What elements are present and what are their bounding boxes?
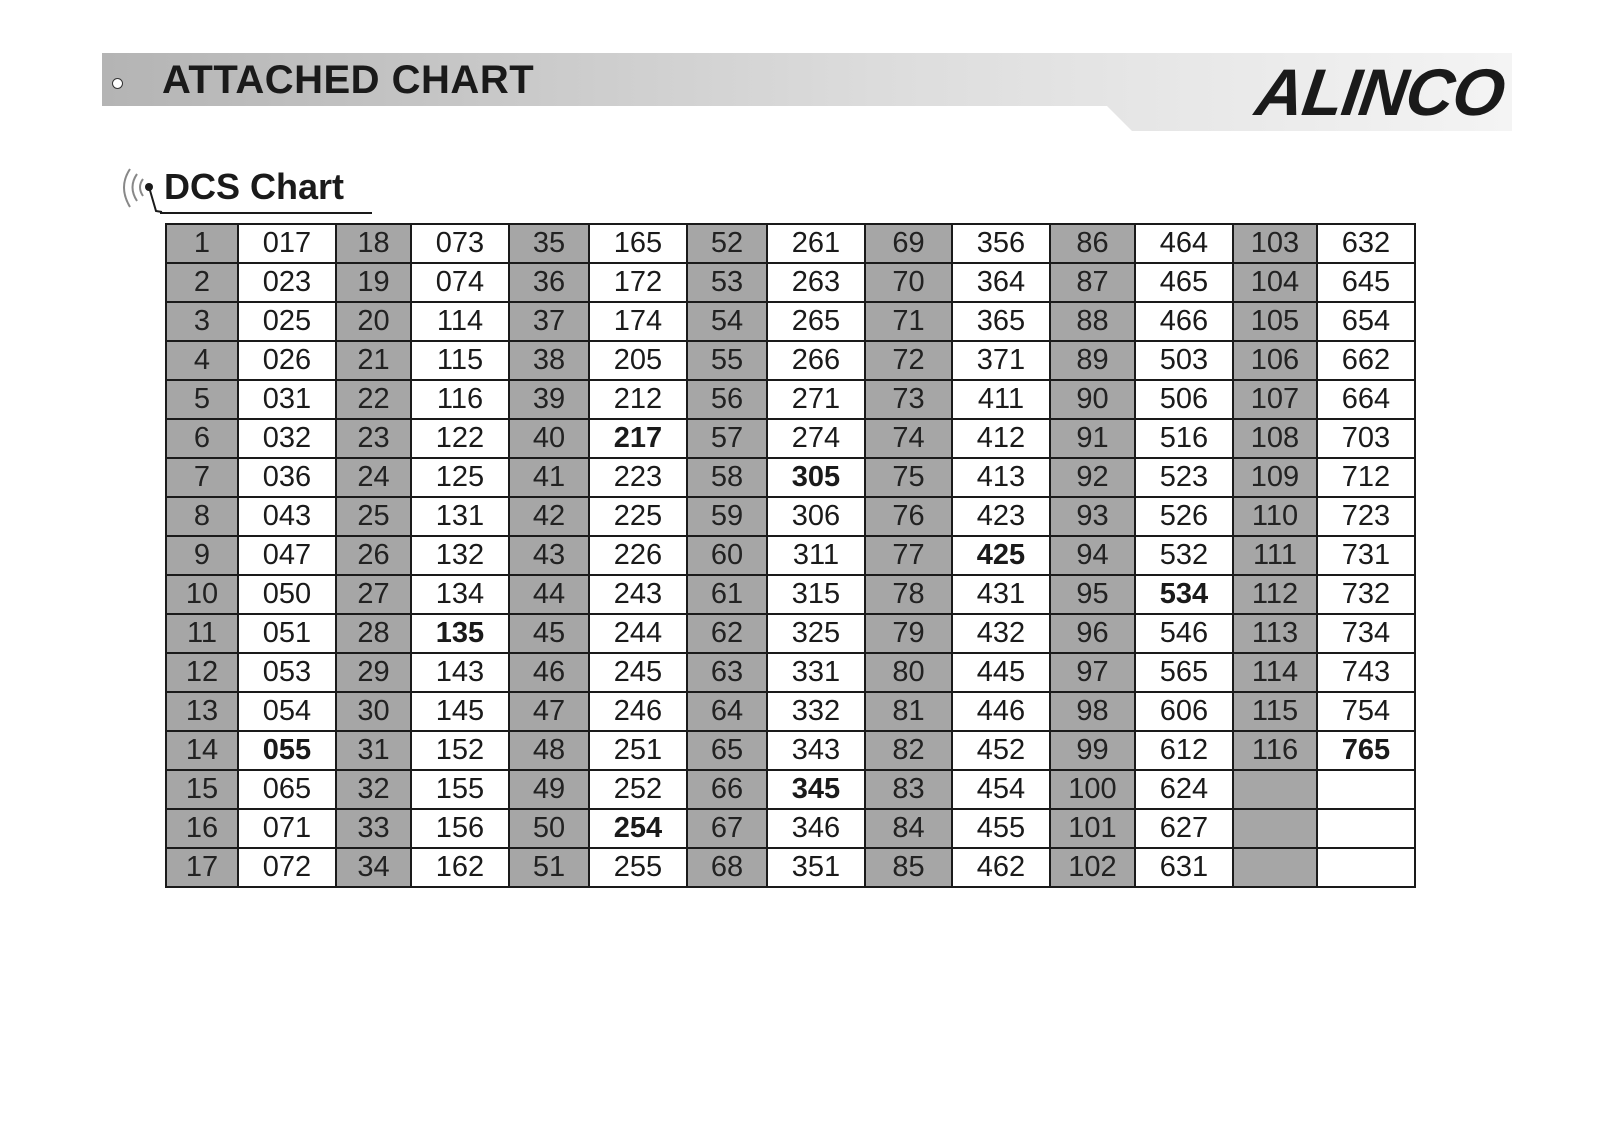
dcs-code-cell: 047 — [238, 536, 336, 575]
dcs-index-cell: 65 — [687, 731, 767, 770]
dcs-code-cell: 446 — [952, 692, 1050, 731]
dcs-code-cell: 765 — [1317, 731, 1415, 770]
dcs-index-cell: 82 — [865, 731, 952, 770]
dcs-index-cell: 92 — [1050, 458, 1135, 497]
dcs-code-cell: 612 — [1135, 731, 1233, 770]
dcs-index-cell: 11 — [166, 614, 238, 653]
dcs-index-cell: 96 — [1050, 614, 1135, 653]
table-row — [166, 848, 1415, 887]
dcs-table — [165, 223, 1416, 888]
dcs-code-cell: 254 — [589, 809, 687, 848]
dcs-index-cell: 111 — [1233, 536, 1317, 575]
dcs-code-cell: 546 — [1135, 614, 1233, 653]
dcs-code-cell: 465 — [1135, 263, 1233, 302]
dcs-code-cell: 331 — [767, 653, 865, 692]
dcs-code-cell: 624 — [1135, 770, 1233, 809]
dcs-index-cell: 20 — [336, 302, 411, 341]
dcs-code-cell: 455 — [952, 809, 1050, 848]
dcs-code-cell: 243 — [589, 575, 687, 614]
dcs-index-cell: 73 — [865, 380, 952, 419]
dcs-code-cell: 274 — [767, 419, 865, 458]
dcs-index-cell: 86 — [1050, 224, 1135, 263]
dcs-code-cell: 116 — [411, 380, 509, 419]
dcs-index-cell: 40 — [509, 419, 589, 458]
dcs-code-cell: 412 — [952, 419, 1050, 458]
dcs-index-cell: 55 — [687, 341, 767, 380]
table-row — [166, 692, 1415, 731]
dcs-index-cell: 79 — [865, 614, 952, 653]
dcs-index-cell: 47 — [509, 692, 589, 731]
dcs-code-cell: 306 — [767, 497, 865, 536]
dcs-code-cell: 145 — [411, 692, 509, 731]
dcs-index-cell: 90 — [1050, 380, 1135, 419]
dcs-index-cell: 19 — [336, 263, 411, 302]
dcs-index-cell: 70 — [865, 263, 952, 302]
dcs-code-cell — [1317, 770, 1415, 809]
dcs-code-cell: 026 — [238, 341, 336, 380]
dcs-index-cell: 35 — [509, 224, 589, 263]
dcs-code-cell: 413 — [952, 458, 1050, 497]
dcs-code-cell: 325 — [767, 614, 865, 653]
dcs-index-cell: 83 — [865, 770, 952, 809]
dcs-index-cell: 94 — [1050, 536, 1135, 575]
dcs-code-cell: 712 — [1317, 458, 1415, 497]
dcs-code-cell: 251 — [589, 731, 687, 770]
dcs-code-cell: 425 — [952, 536, 1050, 575]
dcs-code-cell: 135 — [411, 614, 509, 653]
dcs-code-cell: 346 — [767, 809, 865, 848]
dcs-code-cell: 445 — [952, 653, 1050, 692]
dcs-code-cell: 503 — [1135, 341, 1233, 380]
dcs-code-cell: 246 — [589, 692, 687, 731]
dcs-code-cell: 265 — [767, 302, 865, 341]
dcs-code-cell: 464 — [1135, 224, 1233, 263]
dcs-index-cell — [1233, 848, 1317, 887]
dcs-index-cell: 71 — [865, 302, 952, 341]
dcs-index-cell: 54 — [687, 302, 767, 341]
dcs-code-cell: 023 — [238, 263, 336, 302]
dcs-index-cell: 116 — [1233, 731, 1317, 770]
dcs-index-cell: 75 — [865, 458, 952, 497]
dcs-index-cell: 63 — [687, 653, 767, 692]
dcs-code-cell: 506 — [1135, 380, 1233, 419]
dcs-index-cell: 84 — [865, 809, 952, 848]
table-row — [166, 341, 1415, 380]
dcs-index-cell: 56 — [687, 380, 767, 419]
dcs-code-cell: 345 — [767, 770, 865, 809]
dcs-code-cell: 225 — [589, 497, 687, 536]
dcs-index-cell: 76 — [865, 497, 952, 536]
dcs-code-cell: 356 — [952, 224, 1050, 263]
dcs-code-cell: 261 — [767, 224, 865, 263]
table-row — [166, 380, 1415, 419]
table-row — [166, 263, 1415, 302]
dcs-code-cell: 174 — [589, 302, 687, 341]
dcs-index-cell: 100 — [1050, 770, 1135, 809]
dcs-code-cell: 071 — [238, 809, 336, 848]
dcs-index-cell: 69 — [865, 224, 952, 263]
dcs-index-cell: 29 — [336, 653, 411, 692]
dcs-code-cell: 245 — [589, 653, 687, 692]
dcs-index-cell: 22 — [336, 380, 411, 419]
dcs-code-cell — [1317, 848, 1415, 887]
dcs-index-cell: 26 — [336, 536, 411, 575]
dcs-code-cell: 311 — [767, 536, 865, 575]
dcs-code-cell: 132 — [411, 536, 509, 575]
dcs-index-cell: 88 — [1050, 302, 1135, 341]
radio-wave-icon — [116, 165, 164, 220]
dcs-code-cell: 523 — [1135, 458, 1233, 497]
table-row — [166, 809, 1415, 848]
dcs-code-cell: 431 — [952, 575, 1050, 614]
dcs-index-cell: 39 — [509, 380, 589, 419]
dcs-code-cell: 565 — [1135, 653, 1233, 692]
dcs-code-cell: 244 — [589, 614, 687, 653]
dcs-index-cell — [1233, 770, 1317, 809]
dcs-code-cell: 114 — [411, 302, 509, 341]
dcs-code-cell: 454 — [952, 770, 1050, 809]
dcs-index-cell: 109 — [1233, 458, 1317, 497]
table-row — [166, 653, 1415, 692]
dcs-index-cell: 43 — [509, 536, 589, 575]
dcs-index-cell: 81 — [865, 692, 952, 731]
dcs-code-cell: 315 — [767, 575, 865, 614]
dcs-index-cell: 24 — [336, 458, 411, 497]
dcs-index-cell: 112 — [1233, 575, 1317, 614]
dcs-code-cell: 165 — [589, 224, 687, 263]
dcs-index-cell: 21 — [336, 341, 411, 380]
dcs-index-cell: 7 — [166, 458, 238, 497]
dcs-code-cell: 073 — [411, 224, 509, 263]
dcs-code-cell: 162 — [411, 848, 509, 887]
dcs-code-cell: 732 — [1317, 575, 1415, 614]
dcs-code-cell: 172 — [589, 263, 687, 302]
dcs-code-cell: 054 — [238, 692, 336, 731]
dcs-index-cell: 13 — [166, 692, 238, 731]
dcs-code-cell: 305 — [767, 458, 865, 497]
dcs-index-cell: 17 — [166, 848, 238, 887]
dcs-index-cell: 52 — [687, 224, 767, 263]
dcs-index-cell: 62 — [687, 614, 767, 653]
dcs-index-cell: 59 — [687, 497, 767, 536]
dcs-index-cell: 107 — [1233, 380, 1317, 419]
dcs-code-cell: 143 — [411, 653, 509, 692]
dcs-index-cell: 57 — [687, 419, 767, 458]
dcs-index-cell: 31 — [336, 731, 411, 770]
table-row — [166, 224, 1415, 263]
dcs-code-cell: 036 — [238, 458, 336, 497]
dcs-code-cell: 645 — [1317, 263, 1415, 302]
dcs-index-cell: 36 — [509, 263, 589, 302]
dcs-index-cell: 23 — [336, 419, 411, 458]
dcs-index-cell: 6 — [166, 419, 238, 458]
dcs-index-cell: 98 — [1050, 692, 1135, 731]
dcs-code-cell: 043 — [238, 497, 336, 536]
dcs-index-cell: 74 — [865, 419, 952, 458]
dcs-code-cell: 654 — [1317, 302, 1415, 341]
dcs-index-cell: 49 — [509, 770, 589, 809]
dcs-index-cell: 12 — [166, 653, 238, 692]
dcs-code-cell: 122 — [411, 419, 509, 458]
dcs-index-cell: 34 — [336, 848, 411, 887]
dcs-code-cell: 516 — [1135, 419, 1233, 458]
dcs-code-cell: 065 — [238, 770, 336, 809]
dcs-index-cell: 45 — [509, 614, 589, 653]
dcs-code-cell: 351 — [767, 848, 865, 887]
dcs-code-cell: 152 — [411, 731, 509, 770]
dcs-index-cell: 85 — [865, 848, 952, 887]
dcs-index-cell: 53 — [687, 263, 767, 302]
dcs-code-cell: 723 — [1317, 497, 1415, 536]
dcs-index-cell: 10 — [166, 575, 238, 614]
dcs-code-cell: 053 — [238, 653, 336, 692]
dcs-code-cell: 055 — [238, 731, 336, 770]
dcs-code-cell: 466 — [1135, 302, 1233, 341]
dcs-code-cell: 025 — [238, 302, 336, 341]
dcs-code-cell: 364 — [952, 263, 1050, 302]
dcs-index-cell: 16 — [166, 809, 238, 848]
dcs-code-cell: 051 — [238, 614, 336, 653]
dcs-code-cell: 734 — [1317, 614, 1415, 653]
table-row — [166, 575, 1415, 614]
dcs-code-cell: 134 — [411, 575, 509, 614]
dcs-index-cell: 102 — [1050, 848, 1135, 887]
dcs-index-cell: 37 — [509, 302, 589, 341]
dcs-code-cell: 432 — [952, 614, 1050, 653]
dcs-index-cell: 61 — [687, 575, 767, 614]
dcs-index-cell: 68 — [687, 848, 767, 887]
header-bullet — [112, 78, 123, 89]
dcs-index-cell: 14 — [166, 731, 238, 770]
dcs-index-cell: 93 — [1050, 497, 1135, 536]
dcs-index-cell: 38 — [509, 341, 589, 380]
dcs-code-cell: 534 — [1135, 575, 1233, 614]
dcs-code-cell: 031 — [238, 380, 336, 419]
section-underline — [160, 212, 372, 214]
dcs-index-cell: 18 — [336, 224, 411, 263]
dcs-index-cell: 89 — [1050, 341, 1135, 380]
dcs-index-cell: 67 — [687, 809, 767, 848]
table-row — [166, 458, 1415, 497]
dcs-code-cell: 217 — [589, 419, 687, 458]
dcs-code-cell: 343 — [767, 731, 865, 770]
dcs-code-cell: 452 — [952, 731, 1050, 770]
dcs-index-cell: 1 — [166, 224, 238, 263]
dcs-code-cell: 606 — [1135, 692, 1233, 731]
dcs-index-cell: 106 — [1233, 341, 1317, 380]
dcs-code-cell: 332 — [767, 692, 865, 731]
dcs-code-cell: 212 — [589, 380, 687, 419]
dcs-index-cell: 78 — [865, 575, 952, 614]
dcs-index-cell: 95 — [1050, 575, 1135, 614]
dcs-index-cell: 27 — [336, 575, 411, 614]
dcs-code-cell: 664 — [1317, 380, 1415, 419]
dcs-index-cell: 110 — [1233, 497, 1317, 536]
dcs-index-cell — [1233, 809, 1317, 848]
table-row — [166, 731, 1415, 770]
dcs-code-cell: 627 — [1135, 809, 1233, 848]
dcs-index-cell: 114 — [1233, 653, 1317, 692]
dcs-index-cell: 58 — [687, 458, 767, 497]
dcs-index-cell: 41 — [509, 458, 589, 497]
dcs-index-cell: 87 — [1050, 263, 1135, 302]
dcs-code-cell: 743 — [1317, 653, 1415, 692]
dcs-index-cell: 25 — [336, 497, 411, 536]
dcs-code-cell: 631 — [1135, 848, 1233, 887]
dcs-index-cell: 91 — [1050, 419, 1135, 458]
dcs-index-cell: 4 — [166, 341, 238, 380]
dcs-index-cell: 66 — [687, 770, 767, 809]
dcs-index-cell: 44 — [509, 575, 589, 614]
dcs-code-cell: 662 — [1317, 341, 1415, 380]
table-row — [166, 302, 1415, 341]
dcs-code-cell: 255 — [589, 848, 687, 887]
dcs-code-cell: 074 — [411, 263, 509, 302]
dcs-code-cell: 411 — [952, 380, 1050, 419]
dcs-index-cell: 51 — [509, 848, 589, 887]
dcs-code-cell: 050 — [238, 575, 336, 614]
dcs-index-cell: 32 — [336, 770, 411, 809]
dcs-code-cell: 266 — [767, 341, 865, 380]
dcs-index-cell: 104 — [1233, 263, 1317, 302]
dcs-code-cell: 462 — [952, 848, 1050, 887]
dcs-code-cell: 365 — [952, 302, 1050, 341]
dcs-code-cell: 754 — [1317, 692, 1415, 731]
table-row — [166, 770, 1415, 809]
dcs-index-cell: 46 — [509, 653, 589, 692]
dcs-code-cell: 223 — [589, 458, 687, 497]
dcs-code-cell — [1317, 809, 1415, 848]
dcs-code-cell: 703 — [1317, 419, 1415, 458]
dcs-index-cell: 33 — [336, 809, 411, 848]
dcs-index-cell: 50 — [509, 809, 589, 848]
dcs-index-cell: 97 — [1050, 653, 1135, 692]
dcs-code-cell: 252 — [589, 770, 687, 809]
dcs-code-cell: 205 — [589, 341, 687, 380]
dcs-code-cell: 072 — [238, 848, 336, 887]
dcs-index-cell: 115 — [1233, 692, 1317, 731]
dcs-index-cell: 105 — [1233, 302, 1317, 341]
dcs-code-cell: 125 — [411, 458, 509, 497]
table-row — [166, 419, 1415, 458]
dcs-index-cell: 2 — [166, 263, 238, 302]
dcs-index-cell: 28 — [336, 614, 411, 653]
table-row — [166, 614, 1415, 653]
dcs-index-cell: 108 — [1233, 419, 1317, 458]
dcs-code-cell: 115 — [411, 341, 509, 380]
table-row — [166, 497, 1415, 536]
dcs-code-cell: 032 — [238, 419, 336, 458]
dcs-index-cell: 5 — [166, 380, 238, 419]
dcs-code-cell: 271 — [767, 380, 865, 419]
dcs-index-cell: 8 — [166, 497, 238, 536]
section-title: DCS Chart — [164, 166, 345, 207]
dcs-index-cell: 3 — [166, 302, 238, 341]
dcs-code-cell: 226 — [589, 536, 687, 575]
dcs-index-cell: 42 — [509, 497, 589, 536]
dcs-code-cell: 371 — [952, 341, 1050, 380]
dcs-index-cell: 30 — [336, 692, 411, 731]
dcs-index-cell: 77 — [865, 536, 952, 575]
dcs-index-cell: 48 — [509, 731, 589, 770]
dcs-index-cell: 99 — [1050, 731, 1135, 770]
page-title: ATTACHED CHART — [162, 58, 535, 102]
dcs-code-cell: 532 — [1135, 536, 1233, 575]
dcs-code-cell: 263 — [767, 263, 865, 302]
dcs-code-cell: 131 — [411, 497, 509, 536]
dcs-index-cell: 15 — [166, 770, 238, 809]
dcs-index-cell: 9 — [166, 536, 238, 575]
dcs-code-cell: 526 — [1135, 497, 1233, 536]
dcs-index-cell: 103 — [1233, 224, 1317, 263]
dcs-code-cell: 632 — [1317, 224, 1415, 263]
dcs-index-cell: 64 — [687, 692, 767, 731]
dcs-code-cell: 017 — [238, 224, 336, 263]
dcs-code-cell: 156 — [411, 809, 509, 848]
dcs-code-cell: 155 — [411, 770, 509, 809]
table-row — [166, 536, 1415, 575]
dcs-index-cell: 72 — [865, 341, 952, 380]
dcs-table-body — [166, 224, 1415, 887]
dcs-index-cell: 60 — [687, 536, 767, 575]
dcs-index-cell: 113 — [1233, 614, 1317, 653]
dcs-index-cell: 101 — [1050, 809, 1135, 848]
dcs-code-cell: 423 — [952, 497, 1050, 536]
dcs-code-cell: 731 — [1317, 536, 1415, 575]
dcs-index-cell: 80 — [865, 653, 952, 692]
brand-logo: ALINCO — [1251, 55, 1509, 129]
